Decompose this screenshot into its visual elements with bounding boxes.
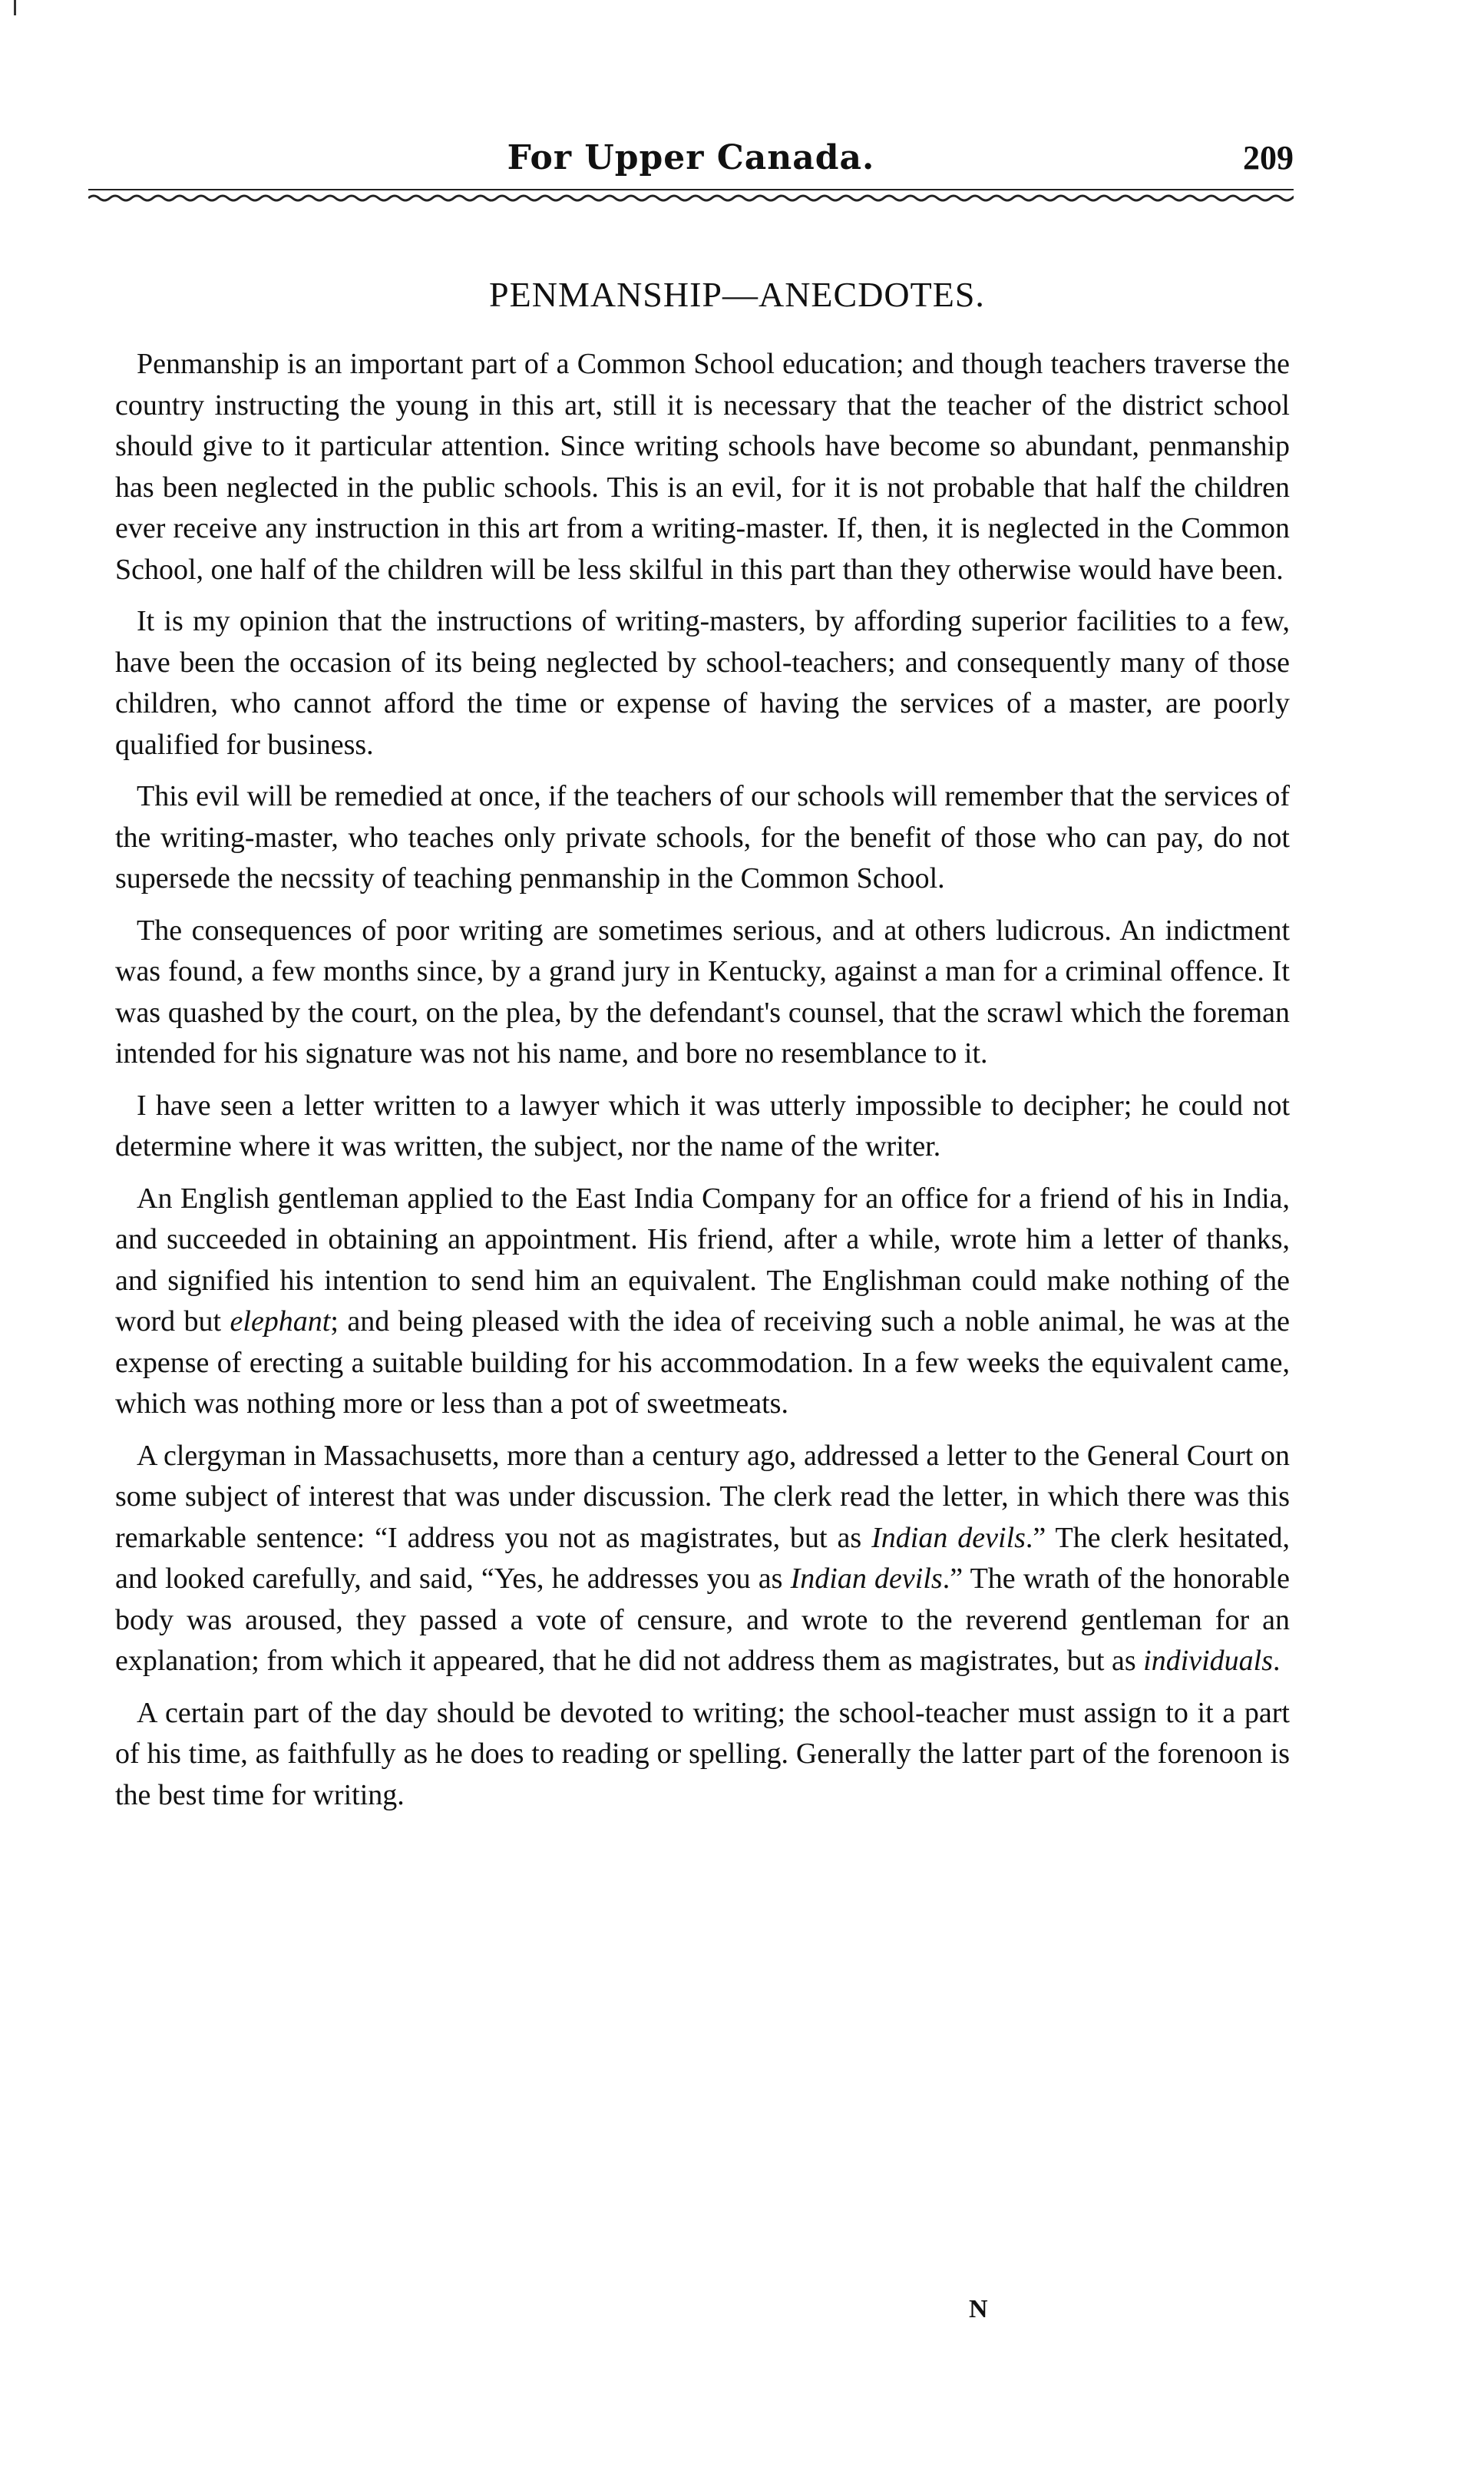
paragraph-7-text-d: . (1273, 1645, 1281, 1677)
paragraph-7-text-a: A clergyman in Massachusetts, more than a century ago, addressed a letter to the General Court on some subject of interest that was under discussion. The clerk read the letter, in which there was this remarkable sentence: “I address you not as magistrates, but as (115, 1439, 1290, 1554)
paragraph-6-text-a: An English gentleman applied to the East India Company for an office for a friend of his in India, and succeeded in obtaining an appointment. His friend, after a while, wrote him a letter of thanks, and signified his intention to send him an equivalent. The Englishman could make nothing of the word but (115, 1182, 1290, 1338)
paragraph-7-text-c: .” The wrath of the honorable body was aroused, they passed a vote of censure, and wrote to the reverend gentleman for an explanation; from which it appeared, that he did not address them as magistrates, but as (115, 1562, 1290, 1677)
paragraph-1-text: Penmanship is an important part of a Common School education; and though teachers traverse the country instructing the young in this art, still it is necessary that the teacher of the district school should give to it particular attention. Since writing schools have become so abundant, penmanship has been neglected in the public schools. This is an evil, for it is not probable that half the children ever receive any instruction in this art from a writing-master. If, then, it is neglected in the Common School, one half of the children will be less skilful in this part than they otherwise would have been. (115, 348, 1290, 586)
paragraph-4 (115, 911, 1290, 1075)
paragraph-1 (115, 344, 1290, 590)
paragraph-8 (115, 1693, 1290, 1817)
paragraph-6-italic-word: elephant (230, 1305, 331, 1338)
paragraph-4-text: The consequences of poor writing are sometimes serious, and at others ludicrous. An indictment was found, a few months since, by a grand jury in Kentucky, against a man for a criminal offence. It was quashed by the court, on the plea, by the defendant's counsel, that the scrawl which the foreman intended for his signature was not his name, and bore no resemblance to it. (115, 914, 1290, 1070)
running-head (88, 138, 1294, 184)
paragraph-7-italic-3: individuals (1143, 1645, 1274, 1677)
paragraph-8-text: A certain part of the day should be devoted to writing; the school-teacher must assign to it a part of his time, as faithfully as he does to reading or spelling. Generally the latter part of the forenoon is the best time for writing. (115, 1696, 1290, 1811)
running-title: For Upper Canada. (507, 138, 875, 177)
paragraph-5-text: I have seen a letter written to a lawyer which it was utterly impossible to decipher; he could not determine where it was written, the subject, nor the name of the writer. (115, 1089, 1290, 1162)
signature-mark: N (969, 2295, 988, 2323)
paragraph-7-text-b: .” The clerk hesitated, and looked carefully, and said, “Yes, he addresses you as (115, 1521, 1290, 1595)
article-heading: PENMANSHIP—ANECDOTES. (489, 275, 985, 314)
paragraph-2-text: It is my opinion that the instructions of writing-masters, by affording superior facilities to a few, have been the occasion of its being neglected by school-teachers; and consequently many of those children, who cannot afford the time or expense of having the services of a master, are poorly qualified for business. (115, 605, 1290, 761)
paragraph-7-italic-2: Indian devils (790, 1562, 943, 1595)
paragraph-2 (115, 601, 1290, 766)
paragraph-7 (115, 1436, 1290, 1682)
wavy-rule (88, 187, 1294, 204)
paragraph-3 (115, 776, 1290, 900)
paragraph-6-text-b: ; and being pleased with the idea of receiving such a noble animal, he was at the expense of erecting a suitable building for his accommodation. In a few weeks the equivalent came, which was nothing more or less than a pot of sweetmeats. (115, 1305, 1290, 1420)
paragraph-3-text: This evil will be remedied at once, if the teachers of our schools will remember that the services of the writing-master, who teaches only private schools, for the benefit of those who can pay, do not supersede the necssity of teaching penmanship in the Common School. (115, 780, 1290, 894)
scan-mark (14, 0, 16, 15)
paragraph-5 (115, 1086, 1290, 1168)
article (115, 273, 1290, 1827)
paragraph-7-italic-1: Indian devils (871, 1521, 1026, 1554)
paragraph-6 (115, 1179, 1290, 1425)
page-number: 209 (1243, 139, 1294, 177)
